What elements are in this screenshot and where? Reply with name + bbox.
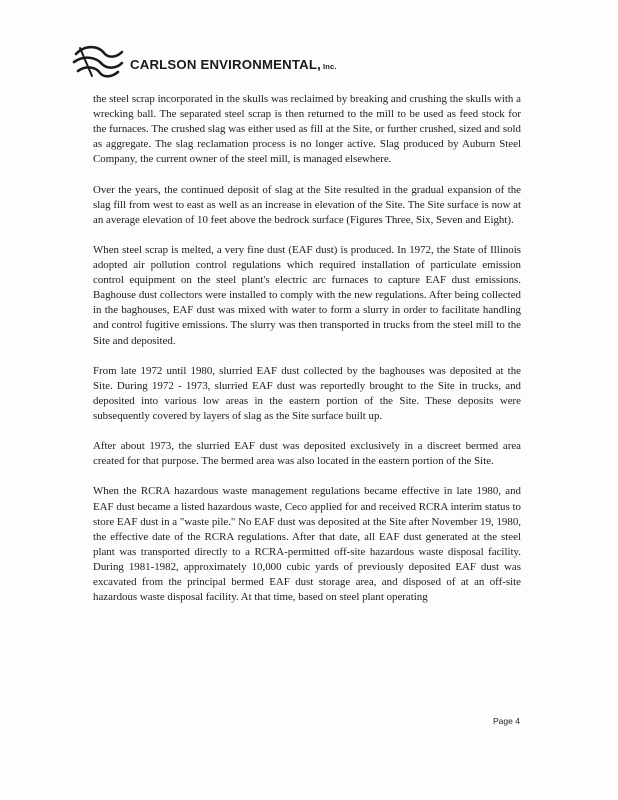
company-suffix: Inc. — [322, 62, 337, 71]
document-body — [93, 92, 521, 620]
company-name — [130, 57, 337, 72]
paragraph: When the RCRA hazardous waste management regulations became effective in late 1980, and EAF dust became a listed hazardous waste, Ceco applied for and received RCRA interim status to store EAF dust in a "waste pile." No EAF dust was deposited at the Site after November 19, 1980, the effective date of the RCRA regulations. After that date, all EAF dust generated at the steel plant was transported directly to a RCRA-permitted off-site hazardous waste disposal facility. During 1981-1982, approximately 10,000 cubic yards of previously deposited EAF dust was excavated from the principal bermed EAF dust storage area, and disposed of at an off-site hazardous waste disposal facility. At that time, based on steel plant operating — [93, 485, 521, 604]
paragraph: When steel scrap is melted, a very fine dust (EAF dust) is produced. In 1972, the State of Illinois adopted air pollution control regulations which required installation of particulate emission control equipment on the steel plant's electric arc furnaces to capture EAF dust emissions. Baghouse dust collectors were installed to comply with the new regulations. After being collected in the baghouses, EAF dust was mixed with water to form a slurry in order to facilitate handling and control fugitive emissions. The slurry was then transported in trucks from the steel mill to the Site and deposited. — [93, 243, 521, 347]
page-number: Page 4 — [493, 716, 520, 726]
paragraph: After about 1973, the slurried EAF dust was deposited exclusively in a discreet bermed area created for that purpose. The bermed area was also located in the eastern portion of the Site. — [93, 440, 521, 468]
paragraph: Over the years, the continued deposit of slag at the Site resulted in the gradual expansion of the slag fill from west to east as well as an increase in elevation of the Site. The Site surface is now at an average elevation of 10 feet above the bedrock surface (Figures Three, Six, Seven and Eight). — [93, 183, 521, 226]
paragraph: From late 1972 until 1980, slurried EAF dust collected by the baghouses was deposited at the Site. During 1972 - 1973, slurried EAF dust was reportedly brought to the Site in trucks, and deposited into various low areas in the eastern portion of the Site. These deposits were subsequently covered by layers of slag as the Site surface built up. — [93, 364, 521, 422]
paragraph: the steel scrap incorporated in the skulls was reclaimed by breaking and crushing the skulls with a wrecking ball. The separated steel scrap is then returned to the mill to be used as feed stock for the furnaces. The crushed slag was either used as fill at the Site, or further crushed, sized and sold as aggregate. The slag reclamation process is no longer active. Slag produced by Auburn Steel Company, the current owner of the steel mill, is managed elsewhere. — [93, 93, 521, 166]
company-logo-icon — [70, 40, 126, 80]
company-name-text: CARLSON ENVIRONMENTAL, — [130, 57, 321, 72]
